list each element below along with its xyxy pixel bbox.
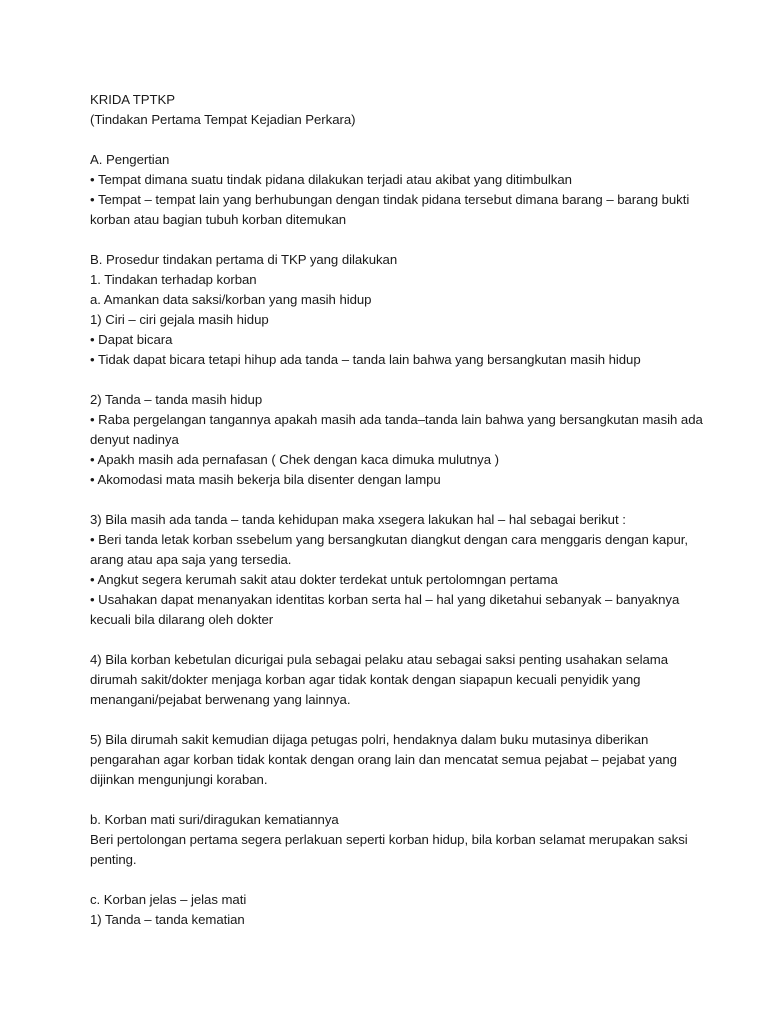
section-heading: c. Korban jelas – jelas mati xyxy=(90,892,247,907)
text-line: • Tempat – tempat lain yang berhubungan dengan tindak pidana tersebut dimana barang – barang bukti xyxy=(90,192,690,207)
text-line: penting. xyxy=(90,852,137,867)
text-line: 1) Ciri – ciri gejala masih hidup xyxy=(90,312,269,327)
text-line: dirumah sakit/dokter menjaga korban agar tidak kontak dengan siapapun kecuali penyidik yang xyxy=(90,672,641,687)
text-line: 1) Tanda – tanda kematian xyxy=(90,912,245,927)
document-subtitle: (Tindakan Pertama Tempat Kejadian Perkara) xyxy=(90,112,356,127)
text-line: 4) Bila korban kebetulan dicurigai pula sebagai pelaku atau sebagai saksi penting usahakan selama xyxy=(90,652,668,667)
text-line: • Beri tanda letak korban ssebelum yang bersangkutan diangkut dengan cara menggaris dengan kapur, xyxy=(90,532,689,547)
text-line: • Raba pergelangan tangannya apakah masih ada tanda–tanda lain bahwa yang bersangkutan masih ada xyxy=(90,412,703,427)
text-line: korban atau bagian tubuh korban ditemukan xyxy=(90,212,347,227)
text-line: kecuali bila dilarang oleh dokter xyxy=(90,612,274,627)
text-line: 5) Bila dirumah sakit kemudian dijaga petugas polri, hendaknya dalam buku mutasinya diberikan xyxy=(90,732,649,747)
text-line: • Usahakan dapat menanyakan identitas korban serta hal – hal yang diketahui sebanyak – banyaknya xyxy=(90,592,680,607)
text-line: • Dapat bicara xyxy=(90,332,173,347)
text-line: • Tempat dimana suatu tindak pidana dilakukan terjadi atau akibat yang ditimbulkan xyxy=(90,172,572,187)
text-line: denyut nadinya xyxy=(90,432,179,447)
text-line: 3) Bila masih ada tanda – tanda kehidupan maka xsegera lakukan hal – hal sebagai berikut : xyxy=(90,512,626,527)
section-heading: A. Pengertian xyxy=(90,152,170,167)
text-line: a. Amankan data saksi/korban yang masih hidup xyxy=(90,292,372,307)
text-line: Beri pertolongan pertama segera perlakuan seperti korban hidup, bila korban selamat merupakan saksi xyxy=(90,832,688,847)
text-line: • Apakh masih ada pernafasan ( Chek dengan kaca dimuka mulutnya ) xyxy=(90,452,499,467)
text-line: 2) Tanda – tanda masih hidup xyxy=(90,392,263,407)
text-line: • Angkut segera kerumah sakit atau dokter terdekat untuk pertolomngan pertama xyxy=(90,572,558,587)
text-line: • Akomodasi mata masih bekerja bila disenter dengan lampu xyxy=(90,472,441,487)
text-line: pengarahan agar korban tidak kontak dengan orang lain dan mencatat semua pejabat – pejabat yang xyxy=(90,752,677,767)
text-line: menangani/pejabat berwenang yang lainnya. xyxy=(90,692,351,707)
section-heading: b. Korban mati suri/diragukan kematiannya xyxy=(90,812,339,827)
document-title: KRIDA TPTKP xyxy=(90,92,175,107)
section-heading: B. Prosedur tindakan pertama di TKP yang dilakukan xyxy=(90,252,398,267)
text-line: dijinkan mengunjungi koraban. xyxy=(90,772,268,787)
text-line: • Tidak dapat bicara tetapi hihup ada tanda – tanda lain bahwa yang bersangkutan masih hidup xyxy=(90,352,641,367)
text-line: arang atau apa saja yang tersedia. xyxy=(90,552,292,567)
text-line: 1. Tindakan terhadap korban xyxy=(90,272,257,287)
